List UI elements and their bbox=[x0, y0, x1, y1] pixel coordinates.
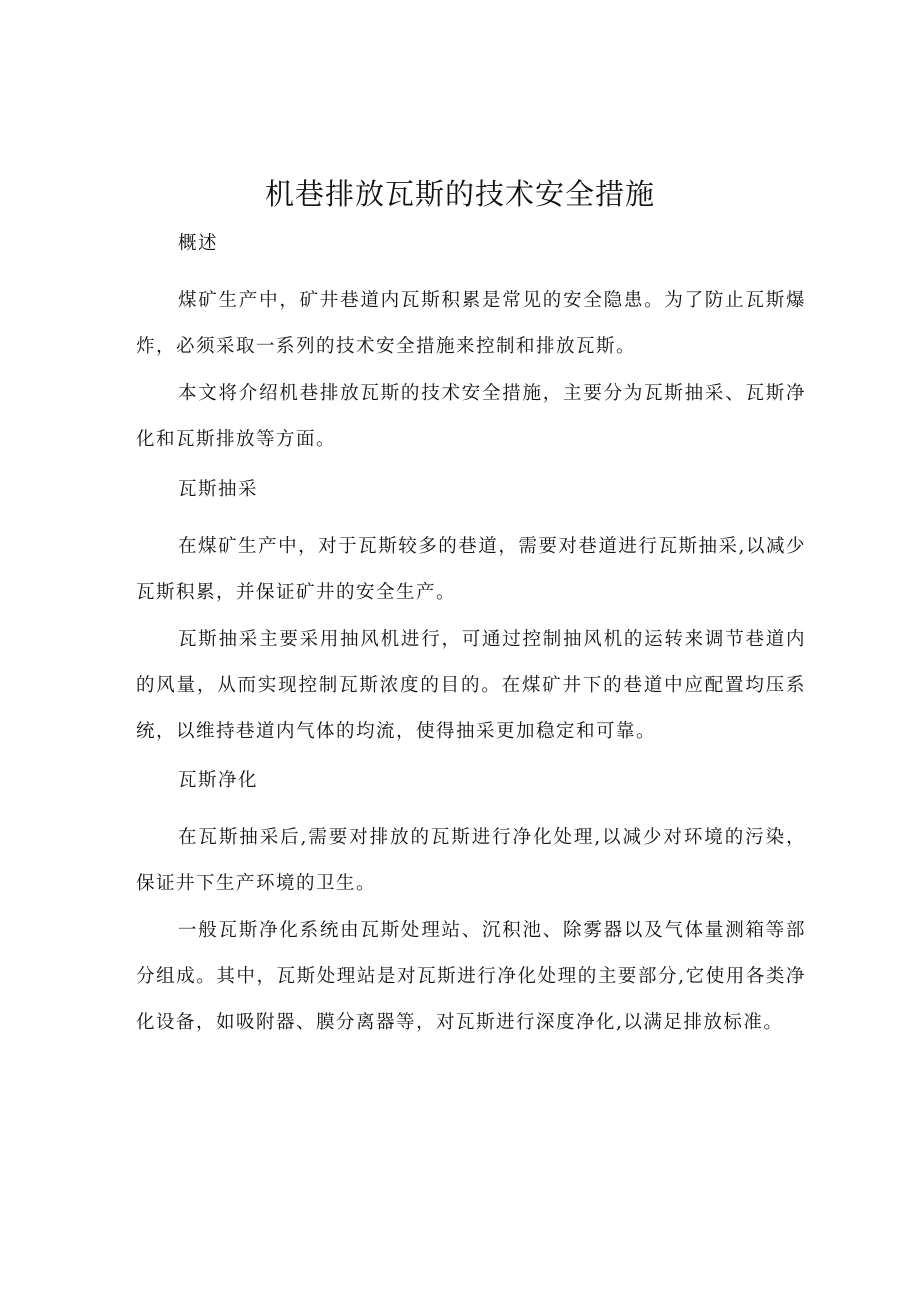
paragraph-overview-2: 本文将介绍机巷排放瓦斯的技术安全措施，主要分为瓦斯抽采、瓦斯净化和瓦斯排放等方面。 bbox=[136, 383, 806, 450]
paragraph-purification-2: 一般瓦斯净化系统由瓦斯处理站、沉积池、除雾器以及气体量测箱等部分组成。其中，瓦斯处理站是对瓦斯进行净化处理的主要部分,它使用各类净化设备，如吸附器、膜分离器等，对瓦斯进行深度净化,以满足排放标准。 bbox=[136, 920, 806, 1033]
section-heading-overview: 概述 bbox=[178, 233, 219, 254]
section-heading-extraction: 瓦斯抽采 bbox=[178, 479, 259, 500]
document-title: 机巷排放瓦斯的技术安全措施 bbox=[264, 177, 655, 211]
section-heading-purification: 瓦斯净化 bbox=[178, 770, 259, 791]
paragraph-purification-1: 在瓦斯抽采后,需要对排放的瓦斯进行净化处理,以减少对环境的污染，保证井下生产环境的卫生。 bbox=[136, 827, 806, 894]
paragraph-overview-1: 煤矿生产中，矿井巷道内瓦斯积累是常见的安全隐患。为了防止瓦斯爆炸，必须采取一系列的技术安全措施来控制和排放瓦斯。 bbox=[136, 290, 806, 357]
paragraph-extraction-2: 瓦斯抽采主要采用抽风机进行，可通过控制抽风机的运转来调节巷道内的风量，从而实现控制瓦斯浓度的目的。在煤矿井下的巷道中应配置均压系统，以维持巷道内气体的均流，使得抽采更加稳定和可靠。 bbox=[136, 629, 806, 742]
paragraph-extraction-1: 在煤矿生产中，对于瓦斯较多的巷道，需要对巷道进行瓦斯抽采,以减少瓦斯积累，并保证矿井的安全生产。 bbox=[136, 536, 806, 603]
